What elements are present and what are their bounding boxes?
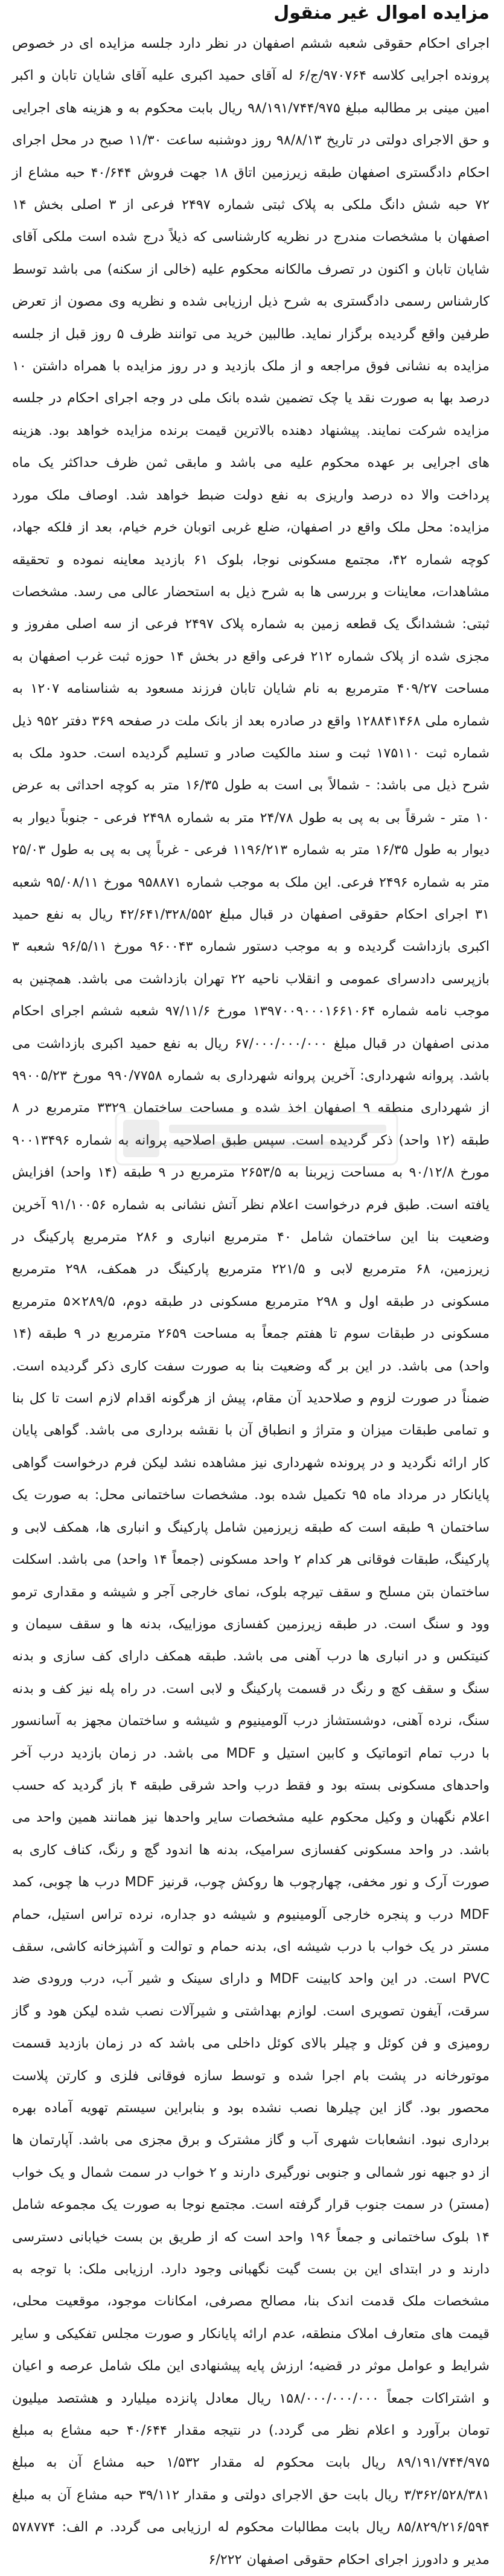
notice-body: اجرای احکام حقوقی شعبه ششم اصفهان در نظر دارد جلسه مزایده ای در خصوص پرونده اجرایی کلاسه ۹۷۰۷۶۴/ج/۶ له آقای حمید اکبری علیه آقای شایان تابان و اکبر امین مینی بر مطالبه مبلغ ۹۸/۱۹۱/۷۴۴/۹۷۵ ریال بابت محکوم به و هزینه های اجرایی و حق الاجرای دولتی در تاریخ ۹۸/۸/۱۳ روز دوشنبه ساعت ۱۱/۳۰ صبح در محل اجرای احکام دادگستری اصفهان طبقه زیرزمین اتاق ۱۸ جهت فروش ۴۰/۶۴۴ حبه مشاع از ۷۲ حبه شش دانگ ملکی به پلاک ثبتی شماره ۲۴۹۷ فرعی از ۳ اصلی بخش ۱۴ اصفهان با مشخصات مندرج در نظریه کارشناسی که ذیلاً درج شده است ملکی آقای شایان تابان و اکنون در تصرف مالکانه محکوم علیه (خالی از سکنه) می باشد توسط کارشناس رسمی دادگستری به شرح ذیل ارزیابی شده و نظریه وی مصون از تعرض طرفین واقع گردیده برگزار نماید. طالبین خرید می توانند ظرف ۵ روز قبل از جلسه مزایده به نشانی فوق مراجعه و از ملک بازدید و در روز مزایده با همراه داشتن ۱۰ درصد بها به صورت نقد یا چک تضمین شده بانک ملی در وجه اجرای احکام در جلسه مزایده شرکت نمایند. پیشنهاد دهنده بالاترین قیمت برنده مزایده خواهد بود. هزینه های اجرایی بر عهده محکوم علیه می باشد و مابقی ثمن ظرف حداکثر یک ماه پرداخت والا ده درصد واریزی به نفع دولت ضبط خواهد شد. اوصاف ملک مورد مزایده: محل ملک واقع در اصفهان، ضلع غربی اتوبان خرم خیام، بعد از فلکه جهاد، کوچه شماره ۴۲، مجتمع مسکونی نوجا، بلوک ۶۱ بازدید معاینه نموده و تحقیقه مشاهدات، معاینات و بررسی ها به شرح ذیل به استحضار عالی می رسد. مشخصات ثبتی: ششدانگ یک قطعه زمین به شماره پلاک ۲۴۹۷ فرعی از سه اصلی مفروز و مجزی شده از پلاک شماره ۲۱۲ فرعی واقع در بخش ۱۴ حوزه ثبت غرب اصفهان به مساحت ۴۰۹/۲۷ مترمربع به نام شایان تابان فرزند مسعود به شناسنامه ۱۲۰۷ به شماره ملی ۱۲۸۸۴۱۴۶۸ واقع در صادره بعد از بانک ملت در صفحه ۳۶۹ دفتر ۹۵۲ ذیل شماره ثبت ۱۷۵۱۱۰ ثبت و سند مالکیت صادر و تسلیم گردیده است. حدود ملک به شرح ذیل می باشد: - شمالاً بی است به طول ۱۶/۳۵ متر به کوچه احداثی به عرض ۱۰ متر - شرقاً بی به پی به طول ۲۴/۷۸ متر به شماره ۲۴۹۸ فرعی - جنوباً دیوار به دیوار به طول ۱۶/۳۵ متر به شماره ۱۱۹۶/۲۱۳ فرعی - غرباً پی به پی به طول ۲۵/۰۳ متر به شماره ۲۴۹۶ فرعی. این ملک به موجب شماره ۹۵۸۸۷۱ مورخ ۹۵/۰۸/۱۱ شعبه ۳۱ اجرای احکام حقوقی اصفهان در قبال مبلغ ۴۲/۶۴۱/۳۲۸/۵۵۲ ریال به نفع حمید اکبری بازداشت گردیده و به موجب دستور شماره ۹۶۰۰۴۳ مورخ ۹۶/۵/۱۱ شعبه ۳ بازپرسی دادسرای عمومی و انقلاب ناحیه ۲۲ تهران بازداشت می باشد. همچنین به موجب نامه شماره ۱۳۹۷۰۰۹۰۰۰۱۶۶۱۰۶۴ مورخ ۹۷/۱۱/۶ شعبه ششم اجرای احکام مدنی اصفهان در قبال مبلغ ۶۷/۰۰۰/۰۰۰/۰۰۰ ریال به نفع حمید اکبری بازداشت می باشد. پروانه شهرداری: آخرین پروانه شهرداری به شماره ۹۹۰/۷۷۵۸ مورخ ۹۹۰۰۵/۲۳ از شهرداری منطقه ۹ اصفهان اخذ شده و مساحت ساختمان ۳۳۲۹ مترمربع در ۸ طبقه (۱۲ واحد) ذکر گردیده است. سپس طبق اصلاحیه پروانه به شماره ۹۰۰۱۳۴۹۶ مورخ ۹۰/۱۲/۸ به مساحت زیربنا به ۲۶۵۳/۵ مترمربع در ۹ طبقه (۱۴ واحد) افزایش یافته است. طبق فرم درخواست اعلام نظر آتش نشانی به شماره ۹۱/۱۰۰۵۶ آخرین وضعیت بنا این ساختمان شامل ۴۰ مترمربع انباری و ۲۸۶ مترمربع پارکینگ در زیرزمین، ۶۸ مترمربع لابی و ۲۲۱/۵ مترمربع پارکینگ در همکف، ۲۹۸ مترمربع مسکونی در طبقه اول و ۲۹۸ مترمربع مسکونی در طبقه دوم، ۲۸۹/۵×۵ مترمربع مسکونی در طبقات سوم تا هفتم جمعاً به مساحت ۲۶۵۹ مترمربع در ۹ طبقه (۱۴ واحد) می باشد. در این بر گه وضعیت بنا به صورت سفت کاری ذکر گردیده است. ضمناً در صورت لزوم و صلاحدید آن مقام، پیش از هرگونه اقدام لازم است تا کل بنا و تمامی طبقات میزان و متراژ و انطباق آن با نقشه برداری می باشد. گواهی پایان کار ارائه نگردید و در پرونده شهرداری نیز مشاهده نشد لیکن فرم درخواست گواهی پایانکار در مرداد ماه ۹۵ تکمیل شده بود. مشخصات ساختمانی محل: به صورت یک ساختمان ۹ طبقه است که طبقه زیرزمین شامل پارکینگ و انباری ها، همکف لابی و پارکینگ، طبقات فوقانی هر کدام ۲ واحد مسکونی (جمعاً ۱۴ واحد) می باشد. اسکلت ساختمان بتن مسلح و سقف تیرچه بلوک، نمای خارجی آجر و شیشه و مقداری ترمو وود و سنگ است. در طبقه زیرزمین کفسازی موزاییک، بدنه ها و سقف سیمان و کنیتکس و در انباری ها درب آهنی می باشد. طبقه همکف دارای کف سازی و بدنه سنگ و سقف کچ و رنگ در قسمت پارکینگ و لابی است. در راه پله نیز کف و بدنه سنگ، نرده آهنی، دوشستشاز درب آلومینیوم و شیشه و ساختمان مجهز به آسانسور با درب تمام اتوماتیک و کابین استیل و MDF می باشد. در زمان بازدید درب آخر واحدهای مسکونی بسته بود و فقط درب واحد شرقی طبقه ۴ باز گردید که حسب اعلام نگهبان و وکیل محکوم علیه مشخصات سایر واحدها نیز همانند همین واحد می باشد. در واحد مسکونی کفسازی سرامیک، بدنه ها اندود گچ و رنگ، کناف کاری به صورت آرک و نور مخفی، چهارچوب ها روکش چوب، قرنیز MDF درب ها چوبی، کمد MDF درب و پنجره خارجی آلومینیوم و شیشه دو جداره، نرده تراس استیل، حمام مستر در یک خواب با درب شیشه ای، بدنه حمام و توالت و آشپزخانه کاشی، سقف PVC است. در این واحد کابینت MDF و دارای سینک و شیر آب، درب ورودی ضد سرقت، آیفون تصویری است. لوازم بهداشتی و شیرآلات نصب شده لیکن هود و گاز رومیزی و فن کوئل و چیلر بالای کوئل داخلی می باشد که در زمان بازدید قسمت موتورخانه در پشت بام اجرا شده و توسط سازه فوقانی فلزی و کارتن پلاست محصور بود. گاز این چیلرها نصب نشده بود و بنابراین سیستم تهویه آماده بهره برداری نبود. انشعابات شهری آب و گاز مشترک و برق مجزی می باشد. آپارتمان ها از دو جبهه نور شمالی و جنوبی نورگیری دارند و ۲ خواب در سمت شمال و یک خواب (مستر) در سمت جنوب قرار گرفته است. مجتمع نوجا به صورت یک مجموعه شامل ۱۴ بلوک ساختمانی و جمعاً ۱۹۶ واحد است که از طریق بن بست خیابانی دسترسی دارند و در ابتدای این بن بست گیت نگهبانی وجود دارد. ارزیابی ملک: با توجه به مشخصات ملک قدمت اندک بنا، مصالح مصرفی، امکانات موجود، موقعیت محلی، قیمت های متعارف املاک منطقه، عدم ارائه پایانکار و صورت مجلس تفکیکی و سایر شرایط و عوامل موثر در قضیه؛ ارزش پایه پیشنهادی این ملک شامل عرصه و اعیان و اشتراکات جمعاً ۱۵۸/۰۰۰/۰۰۰/۰۰۰ ریال معادل پانزده میلیارد و هشتصد میلیون تومان برآورد و اعلام نظر می گردد.) در نتیجه مقدار ۴۰/۶۴۴ حبه مشاع به مبلغ ۸۹/۱۹۱/۷۴۴/۹۷۵ ریال بابت محکوم له مقدار ۱/۵۳۲ حبه مشاع آن به مبلغ ۳/۳۶۲/۵۲۸/۳۸۱ ریال بابت حق الاجرای دولتی و مقدار ۳۹/۱۱۲ حبه مشاع آن به مبلغ ۸۵/۸۲۹/۲۱۶/۵۹۴ ریال بابت مطالبات محکوم له ارزیابی می گردد. م الف: ۵۷۸۷۷۴ مدیر و دادورز اجرای احکام حقوقی اصفهان ۶/۲۲۲ — [12, 36, 490, 2568]
notice-title: مزایده اموال غیر منقول — [273, 2, 490, 24]
